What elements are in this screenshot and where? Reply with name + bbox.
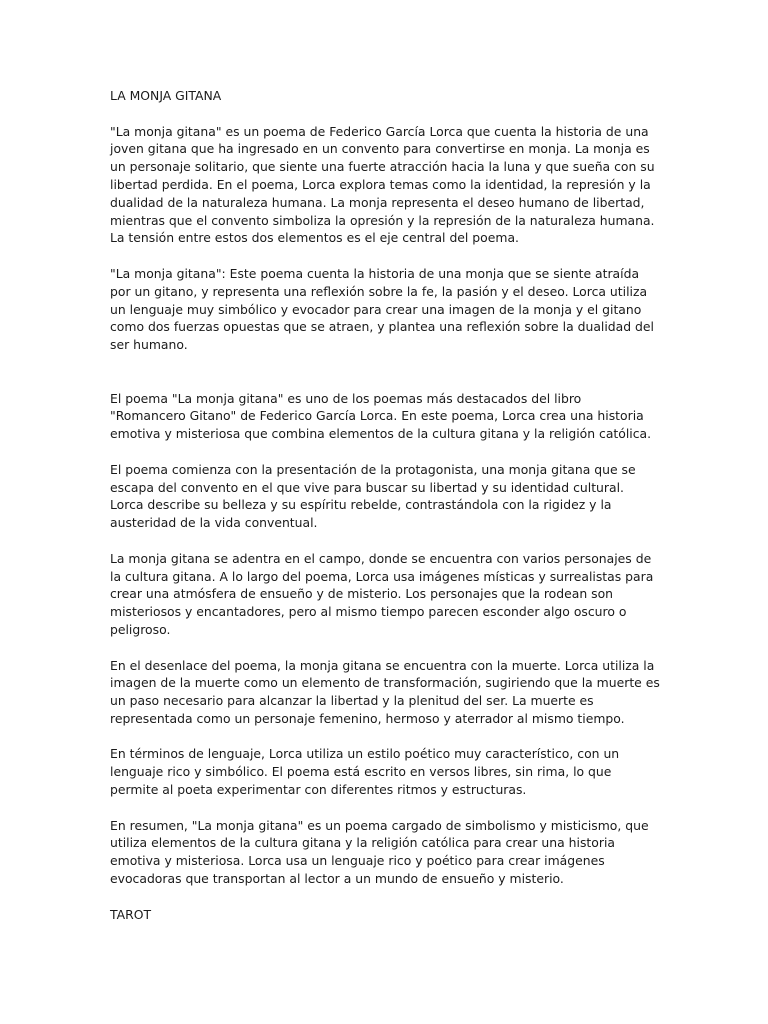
paragraph-4: El poema comienza con la presentación de la protagonista, una monja gitana que se escapa del convento en el que vive para buscar su libertad y su identidad cultural. Lorca describe su belleza y su espíritu rebelde, contrastándola con la rigidez y la austeridad de la vida conventual. [110, 461, 636, 531]
paragraph-7: En términos de lenguaje, Lorca utiliza un estilo poético muy característico, con un lenguaje rico y simbólico. El poema está escrito en versos libres, sin rima, lo que permite al poeta experimentar con diferentes ritmos y estructuras. [110, 746, 620, 798]
document-title: LA MONJA GITANA [110, 88, 222, 103]
document-footer-text: TAROT [110, 906, 152, 922]
paragraph-8: En resumen, "La monja gitana" es un poema cargado de simbolismo y misticismo, que utiliza elementos de la cultura gitana y la religión católica para crear una historia emotiva y misteriosa. Lorca usa un lenguaje rico y poético para crear imágenes evocadoras que transportan al lector a un mundo de ensueño y misterio. [110, 817, 649, 887]
paragraph-6: En el desenlace del poema, la monja gitana se encuentra con la muerte. Lorca utiliza la imagen de la muerte como un elemento de transformación, sugiriendo que la muerte es un paso necesario para alcanzar la libertad y la plenitud del ser. La muerte es representada como un personaje femenino, hermoso y aterrador al mismo tiempo. [110, 657, 660, 726]
document-body [110, 87, 660, 941]
paragraph-3: El poema "La monja gitana" es uno de los poemas más destacados del libro "Romancero Gitano" de Federico García Lorca. En este poema, Lorca crea una historia emotiva y misteriosa que combina elementos de la cultura gitana y la religión católica. [110, 390, 652, 442]
paragraph-5: La monja gitana se adentra en el campo, donde se encuentra con varios personajes de la cultura gitana. A lo largo del poema, Lorca usa imágenes místicas y surrealistas para crear una atmósfera de ensueño y de misterio. Los personajes que la rodean son misteriosos y encantadores, pero al mismo tiempo parecen esconder algo oscuro o peligroso. [110, 550, 654, 637]
paragraph-2: "La monja gitana": Este poema cuenta la historia de una monja que se siente atraída por un gitano, y representa una reflexión sobre la fe, la pasión y el deseo. Lorca utiliza un lenguaje muy simbólico y evocador para crear una imagen de la monja y el gitano como dos fuerzas opuestas que se atraen, y plantea una reflexión sobre la dualidad del ser humano. [110, 265, 654, 353]
paragraph-1: "La monja gitana" es un poema de Federico García Lorca que cuenta la historia de una joven gitana que ha ingresado en un convento para convertirse en monja. La monja es un personaje solitario, que siente una fuerte atracción hacia la luna y que sueña con su libertad perdida. En el poema, Lorca explora temas como la identidad, la represión y la dualidad de la naturaleza humana. La monja representa el deseo humano de libertad, mientras que el convento simboliza la opresión y la represión de la naturaleza humana. La tensión entre estos dos elementos es el eje central del poema. [110, 123, 655, 246]
